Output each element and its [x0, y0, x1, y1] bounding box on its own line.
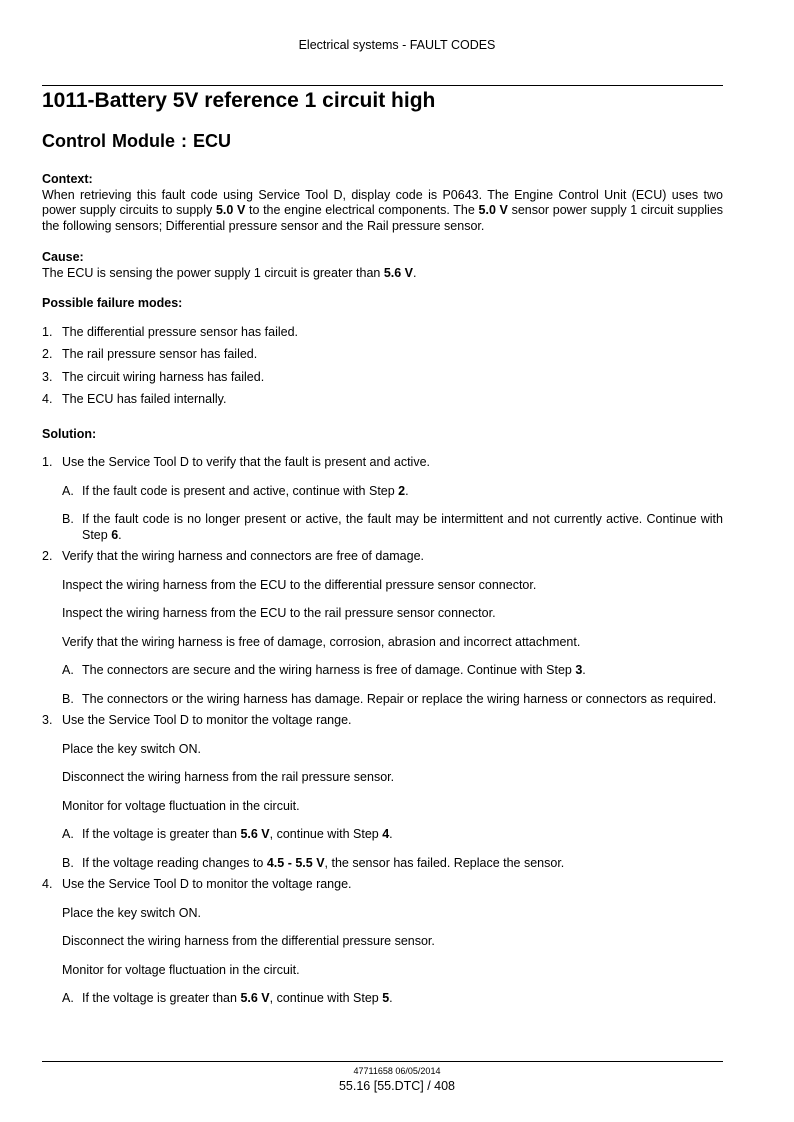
step-1-option-a: A. If the fault code is present and active, continue with Step 2. — [62, 483, 409, 498]
content-body — [42, 172, 723, 1007]
step-3-option-b: B. If the voltage reading changes to 4.5 - 5.5 V, the sensor has failed. Replace the sensor. — [62, 855, 565, 870]
solution-step-1: 1. Use the Service Tool D to verify that the fault is present and active. A. If the fault code is present and active, continue with Step 2. B. If the fault code is no longer present or active, the fault may be intermittent and not currently active. Continue with Step 6. — [42, 455, 723, 542]
solution-heading: Solution: — [42, 426, 97, 441]
step-1-option-b: B. If the fault code is no longer present or active, the fault may be intermittent and not currently active. Continue with Step 6. — [62, 512, 723, 542]
document-id: 47711658 06/05/2014 — [353, 1066, 441, 1076]
context-heading: Context: — [42, 172, 93, 186]
header-rule — [42, 85, 723, 86]
step-4-instruction: Disconnect the wiring harness from the differential pressure sensor. — [62, 934, 435, 948]
step-2-instruction: Verify that the wiring harness is free of damage, corrosion, abrasion and incorrect attachment. — [62, 634, 581, 649]
context-paragraph: When retrieving this fault code using Service Tool D, display code is P0643. The Engine Control Unit (ECU) uses two power supply circuits to supply 5.0 V to the engine electrical components. The 5.0 V sensor power supply 1 circuit supplies the following sensors; Differential pressure sensor and the Rail pressure sensor. — [42, 187, 724, 233]
page-title: 1011-Battery 5V reference 1 circuit high — [42, 89, 436, 112]
control-module-heading: Control Module : ECU — [42, 131, 231, 151]
step-4-instruction: Place the key switch ON. — [62, 905, 201, 920]
list-item: 4. The ECU has failed internally. — [42, 392, 227, 406]
solution-step-2: 2. Verify that the wiring harness and connectors are free of damage. Inspect the wiring harness from the ECU to the differential pressure sensor connector. Inspect the wiring harness from the ECU to the rail pressure sensor connector. Verify that the wiring harness is free of damage, corrosion, abrasion and incorrect attachment. A. The connectors are secure and the wiring harness is free of damage. Continue with Step 3. B. The connectors or the wiring harness has damage. Repair or replace the wiring harness or connectors as required. — [42, 549, 723, 707]
cause-paragraph: The ECU is sensing the power supply 1 circuit is greater than 5.6 V. — [42, 265, 417, 280]
step-3-option-a: A. If the voltage is greater than 5.6 V, continue with Step 4. — [62, 827, 393, 841]
step-3-instruction: Place the key switch ON. — [62, 741, 201, 756]
step-2-instruction: Inspect the wiring harness from the ECU to the rail pressure sensor connector. — [62, 606, 496, 620]
failure-modes-heading: Possible failure modes: — [42, 296, 183, 310]
step-2-option-b: B. The connectors or the wiring harness has damage. Repair or replace the wiring harness or connectors as required. — [62, 691, 717, 706]
list-item: 1. The differential pressure sensor has failed. — [42, 324, 299, 339]
step-4-instruction: Monitor for voltage fluctuation in the circuit. — [62, 962, 300, 977]
cause-heading: Cause: — [42, 250, 84, 264]
step-3-instruction: Monitor for voltage fluctuation in the circuit. — [62, 798, 300, 813]
footer-rule — [42, 1061, 723, 1062]
step-4-option-a: A. If the voltage is greater than 5.6 V, continue with Step 5. — [62, 991, 393, 1005]
running-header: Electrical systems - FAULT CODES — [298, 38, 496, 52]
failure-modes-list — [42, 325, 723, 408]
solution-step-3: 3. Use the Service Tool D to monitor the voltage range. Place the key switch ON. Disconnect the wiring harness from the rail pressure sensor. Monitor for voltage fluctuation in the circuit. A. If the voltage is greater than 5.6 V, continue with Step 4. B. If the voltage reading changes to 4.5 - 5.5 V, the sensor has failed. Replace the sensor. — [42, 713, 723, 871]
step-2-instruction: Inspect the wiring harness from the ECU to the differential pressure sensor connector. — [62, 577, 537, 592]
list-item: 2. The rail pressure sensor has failed. — [42, 347, 258, 361]
solution-step-4: 4. Use the Service Tool D to monitor the voltage range. Place the key switch ON. Disconnect the wiring harness from the differential pressure sensor. Monitor for voltage fluctuation in the circuit. A. If the voltage is greater than 5.6 V, continue with Step 5. — [42, 877, 723, 1007]
list-item: 3. The circuit wiring harness has failed. — [42, 369, 265, 384]
step-3-instruction: Disconnect the wiring harness from the rail pressure sensor. — [62, 770, 395, 784]
step-2-option-a: A. The connectors are secure and the wiring harness is free of damage. Continue with Step 3. — [62, 663, 586, 677]
page-number: 55.16 [55.DTC] / 408 — [338, 1079, 456, 1093]
